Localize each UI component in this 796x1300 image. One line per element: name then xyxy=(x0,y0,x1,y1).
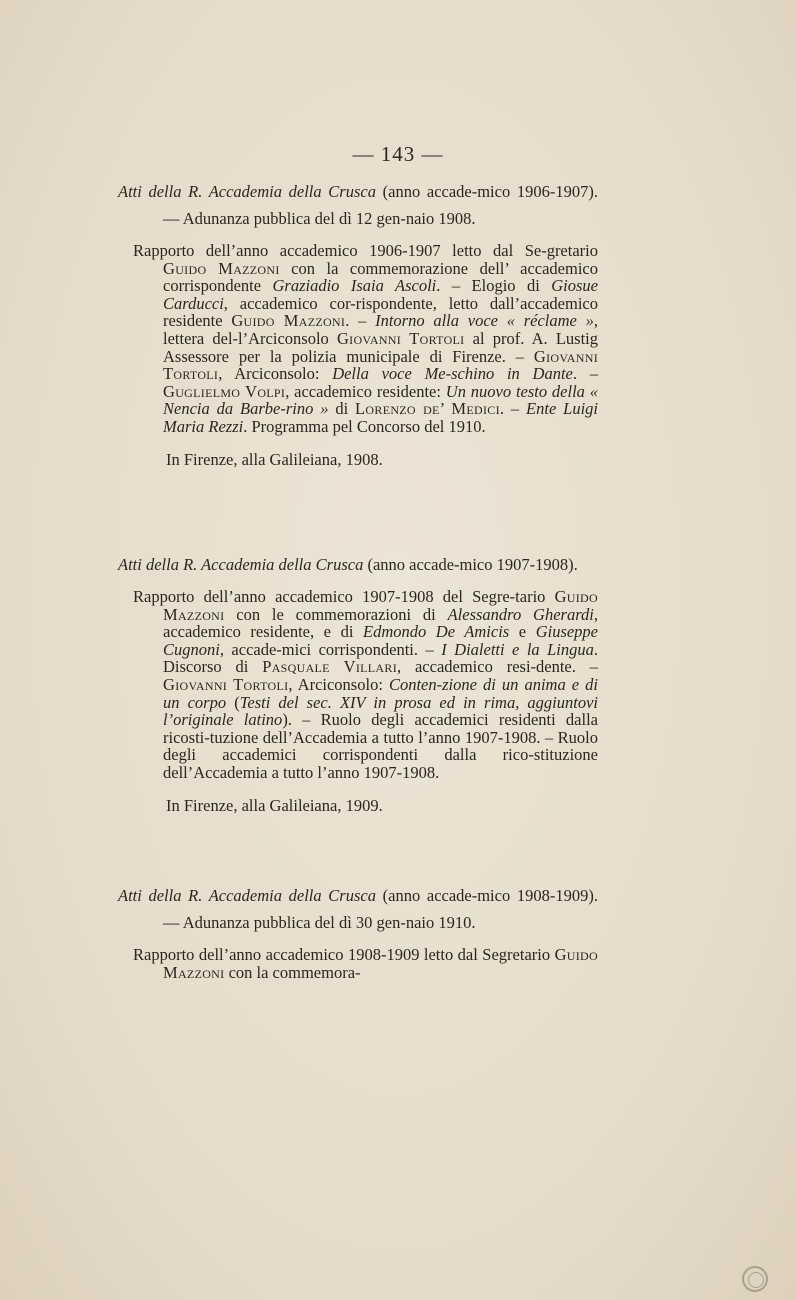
entry-title-italic: Atti della R. Accademia della Crusca xyxy=(118,555,364,574)
entry-title-italic: Atti della R. Accademia della Crusca xyxy=(118,182,376,201)
entry-body: Rapporto dell’anno accademico 1908-1909 letto dal Segretario Guido Mazzoni con la commemora- xyxy=(133,945,598,982)
entry-imprint: In Firenze, alla Galileiana, 1908. xyxy=(166,449,383,469)
entry-title-rest: (anno accade-mico 1908-1909). — Adunanza pubblica del dì 30 gen-naio 1910. xyxy=(163,886,598,932)
entry-title-italic: Atti della R. Accademia della Crusca xyxy=(118,886,376,905)
bibliography-entry xyxy=(118,882,598,981)
bibliography-entry xyxy=(118,178,598,470)
page-number: — 143 — xyxy=(352,142,444,166)
entry-title xyxy=(118,551,598,578)
entry-title xyxy=(118,882,598,936)
entry-title-rest: (anno accade-mico 1906-1907). — Adunanza pubblica del dì 12 gen-naio 1908. xyxy=(163,182,598,228)
entry-imprint: In Firenze, alla Galileiana, 1909. xyxy=(166,795,383,815)
entry-title xyxy=(118,178,598,232)
library-stamp-icon xyxy=(742,1266,768,1292)
bibliography-entry xyxy=(118,551,598,816)
entry-body: Rapporto dell’anno accademico 1906-1907 letto dal Se-gretario Guido Mazzoni con la commemorazione dell’ accademico corrispondente Graziadio Isaia Ascoli. – Elogio di Giosue Carducci, accademico cor-rispondente, letto dall’accademico residente Guido Mazzoni. – Intorno alla voce « réclame », lettera del-l’Arciconsolo Giovanni Tortoli al prof. A. Lustig Assessore per la polizia municipale di Firenze. – Giovanni Tortoli, Arciconsolo: Della voce Me-schino in Dante. – Guglielmo Volpi, accademico residente: Un nuovo testo della « Nencia da Barbe-rino » di Lorenzo de’ Medici. – Ente Luigi Maria Rezzi. Programma pel Concorso del 1910. xyxy=(133,241,599,436)
entry-body: Rapporto dell’anno accademico 1907-1908 del Segre-tario Guido Mazzoni con le commemorazioni di Alessandro Gherardi, accademico residente, e di Edmondo De Amicis e Giuseppe Cugnoni, accade-mici corrispondenti. – I Dialetti e la Lingua. Discorso di Pasquale Villari, accademico resi-dente. – Giovanni Tortoli, Arciconsolo: Conten-zione di un anima e di un corpo (Testi del sec. XIV in prosa ed in rima, aggiuntovi l’originale latino). – Ruolo degli accademici residenti dalla ricosti-tuzione dell’Accademia a tutto l’anno 1907-1908. – Ruolo degli accademici corrispondenti dalla rico-stituzione dell’Accademia a tutto l’anno 1907-1908. xyxy=(133,587,599,782)
entry-title-rest: (anno accade-mico 1907-1908). xyxy=(367,555,578,574)
